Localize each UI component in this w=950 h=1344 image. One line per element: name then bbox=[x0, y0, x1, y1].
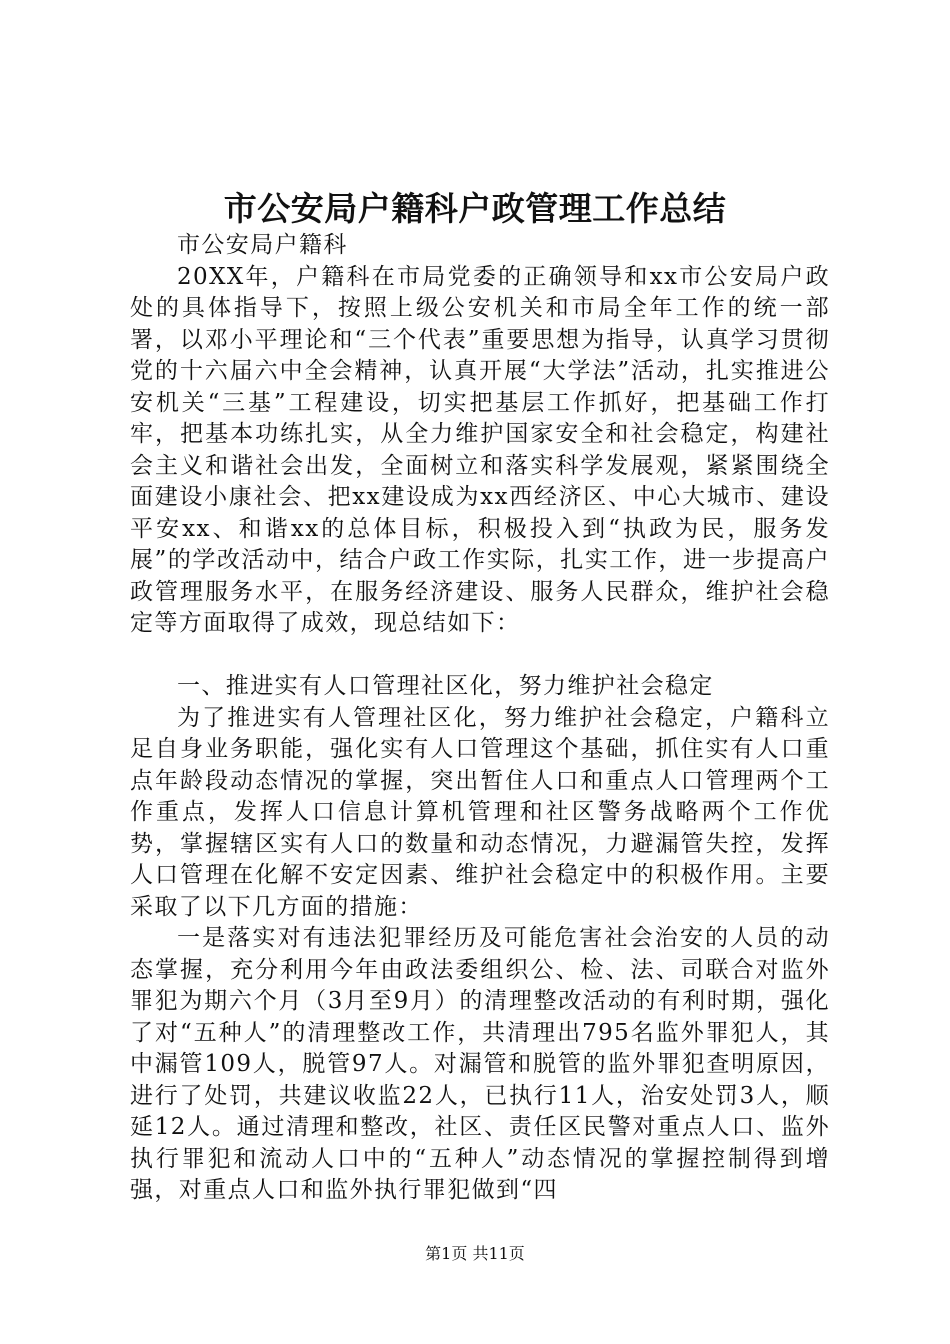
document-title: 市公安局户籍科户政管理工作总结 bbox=[223, 189, 727, 228]
document-body bbox=[130, 230, 830, 1207]
measure-paragraph: 一是落实对有违法犯罪经历及可能危害社会治安的人员的动态掌握，充分利用今年由政法委组织公、检、法、司联合对监外罪犯为期六个月（3月至9月）的清理整改活动的有利时期，强化了对“五种人”的清理整改工作，共清理出795名监外罪犯人，其中漏管109人，脱管97人。对漏管和脱管的监外罪犯查明原因，进行了处罚，共建议收监22人，已执行11人，治安处罚3人，顺延12人。通过清理和整改，社区、责任区民警对重点人口、监外执行罪犯和流动人口中的“五种人”动态情况的掌握控制得到增强，对重点人口和监外执行罪犯做到“四 bbox=[130, 925, 830, 1203]
author-line: 市公安局户籍科 bbox=[177, 232, 348, 258]
section-heading: 一、推进实有人口管理社区化，努力维护社会稳定 bbox=[177, 673, 714, 699]
page-number-footer: 第1页 共11页 bbox=[425, 1244, 525, 1263]
intro-paragraph: 20XX年，户籍科在市局党委的正确领导和xx市公安局户政处的具体指导下，按照上级公安机关和市局全年工作的统一部署，以邓小平理论和“三个代表”重要思想为指导，认真学习贯彻党的十六届六中全会精神，认真开展“大学法”活动，扎实推进公安机关“三基”工程建设，切实把基层工作抓好，把基础工作打牢，把基本功练扎实，从全力维护国家安全和社会稳定，构建社会主义和谐社会出发，全面树立和落实科学发展观，紧紧围绕全面建设小康社会、把xx建设成为xx西经济区、中心大城市、建设平安xx、和谐xx的总体目标，积极投入到“执政为民，服务发展”的学改活动中，结合户政工作实际，扎实工作，进一步提高户政管理服务水平，在服务经济建设、服务人民群众，维护社会稳定等方面取得了成效，现总结如下： bbox=[130, 263, 830, 636]
section-paragraph: 为了推进实有人管理社区化，努力维护社会稳定，户籍科立足自身业务职能，强化实有人口管理这个基础，抓住实有人口重点年龄段动态情况的掌握，突出暂住人口和重点人口管理两个工作重点，发挥人口信息计算机管理和社区警务战略两个工作优势，掌握辖区实有人口的数量和动态情况，力避漏管失控，发挥人口管理在化解不安定因素、维护社会稳定中的积极作用。主要采取了以下几方面的措施： bbox=[130, 704, 830, 920]
